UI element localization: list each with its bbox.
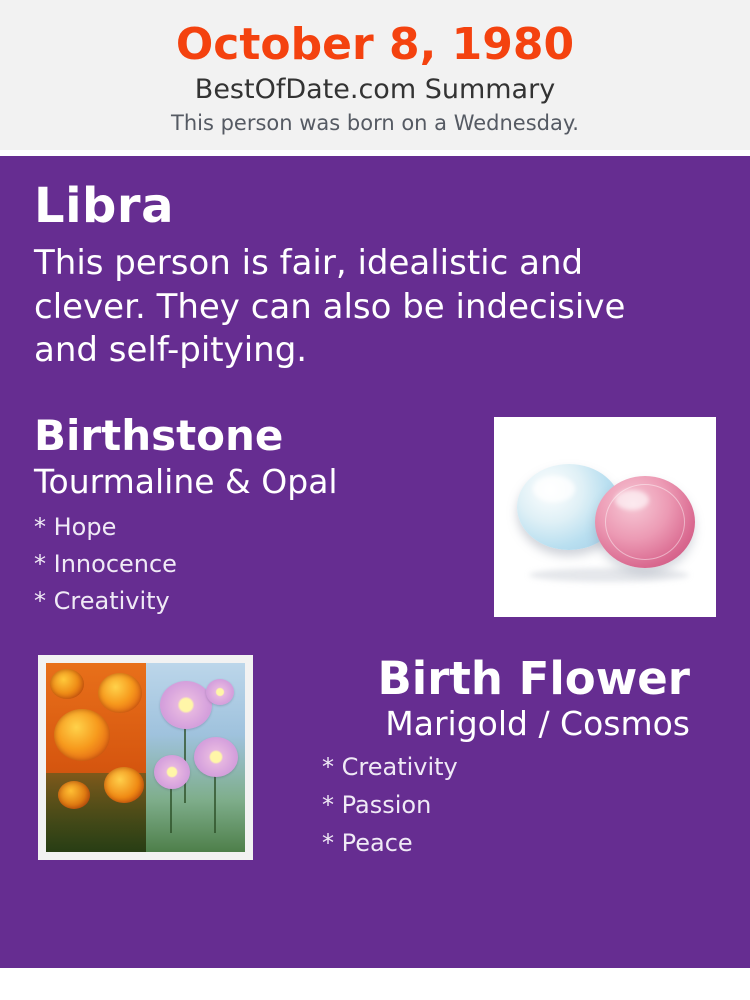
cosmos-bloom-icon [206, 679, 234, 705]
marigold-photo [46, 663, 146, 852]
gem-shadow [529, 568, 689, 582]
birth-flower-trait: * Passion [322, 791, 432, 820]
birthstone-trait: * Innocence [34, 550, 177, 579]
birthstone-text-block [34, 411, 464, 621]
page-header [0, 0, 750, 156]
birth-flower-trait: * Peace [322, 829, 413, 858]
birthstone-section [34, 411, 716, 621]
cosmos-stem [170, 783, 172, 833]
birth-flower-name: Marigold / Cosmos [385, 704, 690, 744]
marigold-bloom-icon [104, 767, 144, 803]
birthflower-section [34, 651, 716, 885]
main-panel [0, 156, 750, 968]
marigold-bloom-icon [98, 673, 142, 713]
cosmos-bloom-icon [160, 681, 212, 729]
birthstone-image-canvas [503, 426, 707, 608]
zodiac-section [34, 178, 716, 373]
marigold-bloom-icon [58, 781, 90, 809]
zodiac-description: This person is fair, idealistic and clever. They can also be indecisive and self-pitying. [34, 243, 626, 371]
tourmaline-gem-icon [595, 476, 695, 568]
birthstone-title: Birthstone [34, 410, 284, 460]
birthstone-trait: * Hope [34, 512, 117, 541]
marigold-bloom-icon [54, 709, 110, 761]
page-title-date: October 8, 1980 [175, 19, 575, 70]
birth-flower-image [38, 655, 253, 860]
birth-flower-traits [278, 749, 690, 863]
cosmos-bloom-icon [194, 737, 238, 777]
birth-weekday-text: This person was born on a Wednesday. [171, 111, 579, 136]
cosmos-bloom-icon [154, 755, 190, 789]
marigold-bloom-icon [50, 669, 84, 699]
cosmos-stem [214, 773, 216, 833]
cosmos-photo [146, 663, 246, 852]
zodiac-sign-title: Libra [34, 178, 174, 235]
birth-flower-title: Birth Flower [377, 651, 690, 705]
birthstone-name: Tourmaline & Opal [34, 461, 338, 501]
site-summary-label: BestOfDate.com Summary [194, 74, 556, 106]
birthstone-trait: * Creativity [34, 587, 170, 616]
birth-flower-trait: * Creativity [322, 753, 458, 782]
birthstone-image [494, 417, 716, 617]
birth-flower-text-block [278, 651, 716, 863]
